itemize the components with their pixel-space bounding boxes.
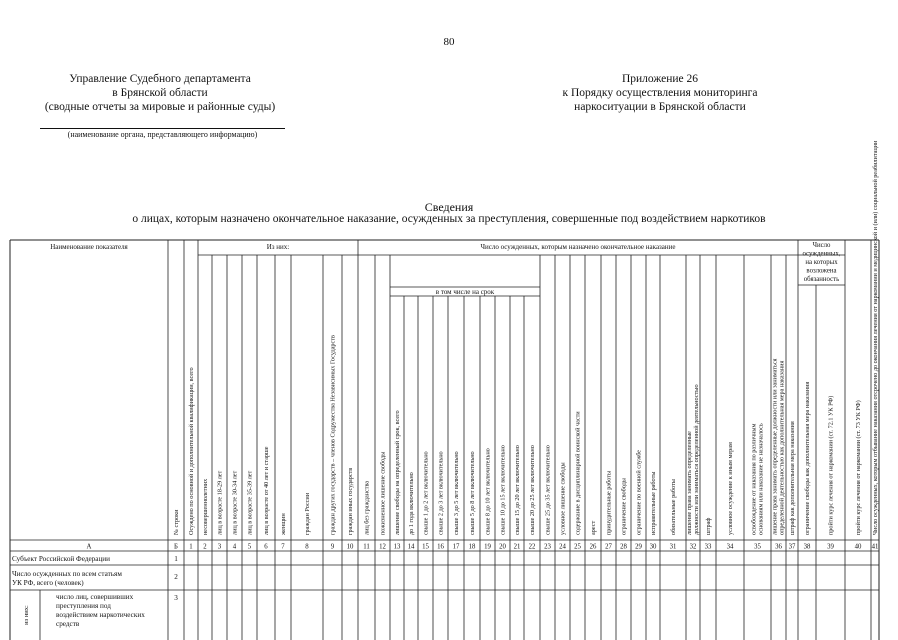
column-caption: ограничение свободы как дополнительная мера наказания [804,381,811,535]
column-caption: принудительные работы [605,470,613,535]
column-number: 11 [363,543,370,551]
column-number: 40 [854,543,862,551]
column-caption: свыше 1 до 2 лет включительно [422,451,430,535]
column-number: 33 [704,543,712,551]
column-number: 12 [379,543,386,551]
column-number: 41 [871,543,879,551]
row-number: 1 [174,555,178,563]
header-term: в том числе на срок [435,288,495,296]
column-caption: пройти курс лечения от наркомании (ст. 72.1 УК РФ) [827,395,835,535]
column-number: 7 [281,543,285,551]
column-caption: пройти курс лечения от наркомании (ст. 73 УК РФ) [855,400,862,535]
column-caption: лишение свободы на определенный срок, всего [394,410,401,535]
column-caption: до 1 года включительно [408,472,415,535]
column-number: 13 [393,543,401,551]
column-caption: женщин [280,513,287,535]
row-label: воздействием наркотических [56,611,145,619]
column-caption: лиц в возрасте 35-39 лет [246,470,254,535]
column-number: 31 [669,543,677,551]
column-number: 16 [437,543,444,551]
column-number: 15 [422,543,429,551]
column-number: 6 [264,543,268,551]
column-caption: граждан других государств – членов Содружества Независимых Государств [329,335,337,535]
column-caption: обязательные работы [670,479,677,535]
appendix-line-3: наркоситуации в Брянской области [574,101,746,113]
appendix-line-2: к Порядку осуществления мониторинга [562,87,758,99]
column-caption: свыше 3 до 5 лет включительно [453,451,460,535]
column-number: 37 [788,543,796,551]
appendix-line-1: Приложение 26 [621,73,699,85]
column-number: 17 [452,543,460,551]
row-number: 3 [174,594,178,602]
column-number: 24 [559,543,566,551]
column-number: 21 [513,543,521,551]
column-number: 20 [499,543,506,551]
column-caption: свыше 8 до 10 лет включительно [484,448,492,535]
column-caption: основаниям или наказание не назначалось [757,423,765,535]
column-caption: лишение права занимать определенные [686,431,693,535]
column-number: 18 [468,543,476,551]
column-caption: определенной деятельностью как дополнительная мера наказания [778,360,786,535]
org-line-2: в Брянской области [112,87,208,99]
column-caption: свыше 5 до 8 лет включительно [469,451,476,535]
column-number: 34 [726,543,734,551]
column-caption: условное лишение свободы [559,462,567,535]
column-number: 8 [305,543,309,551]
column-caption: штраф как дополнительная мера наказания [789,421,796,535]
row-label: число лиц, совершивших [56,593,134,601]
column-caption: лиц в возрасте 30-34 лет [231,470,239,535]
column-caption: лишение права занимать определенные должности или заниматься [771,358,779,535]
column-number: 26 [589,543,597,551]
report-title: Сведения [424,200,474,214]
header-treatment: обязанность [803,276,840,283]
column-caption: штраф [705,517,712,535]
column-caption: Осуждено по основной и дополнительной квалификации, всего [188,367,195,535]
row-label: преступления под [56,602,111,610]
report-subtitle: о лицах, которым назначено окончательное наказание, осужденных за преступления, совершенные под воздействием наркотиков [132,213,766,225]
column-number: 4 [232,543,237,551]
header-treatment: Число [812,242,831,249]
column-number: 36 [775,543,782,551]
column-caption: граждан России [304,492,311,535]
page-number: 80 [443,36,455,48]
column-number: Б [174,543,178,551]
header-treatment: на которых [805,259,838,266]
row-label: Субъект Российской Федерации [12,555,110,563]
row-number: 2 [174,573,178,581]
org-line-1: Управление Судебного департамента [69,73,251,85]
column-number: 14 [407,543,415,551]
header-sentenced: Число осужденных, которым назначено окончательное наказание [480,243,676,251]
column-caption: должности или заниматься определенной деятельностью [693,384,700,535]
column-number: 39 [827,543,834,551]
column-caption: № строки [173,509,180,535]
column-caption: лиц в возрасте 18-29 лет [216,470,224,535]
column-number: 2 [203,543,207,551]
column-caption: пожизненное лишение свободы [379,451,387,535]
column-number: 29 [635,543,642,551]
row-label: УК РФ, всего (человек) [12,579,84,587]
column-number: А [86,543,92,551]
column-caption: несовершеннолетних [202,478,209,535]
row-group-label: из них: [23,605,30,625]
column-number: 5 [247,543,252,551]
column-number: 1 [189,543,193,551]
column-number: 32 [689,543,697,551]
row-label: Число осужденных по всем статьям [12,570,122,578]
column-caption: исправительные работы [650,471,657,535]
row-label: средств [56,620,80,628]
column-number: 22 [528,543,536,551]
header-name: Наименование показателя [50,243,128,251]
column-caption: Число осужденных, которым отбывание наказания отсрочено до окончания лечения от наркомании и медицинской и (или) социальной реабилитации [872,140,879,535]
column-number: 23 [544,543,551,551]
column-number: 28 [620,543,627,551]
column-caption: граждан иных государств [347,467,354,535]
column-number: 35 [754,543,761,551]
column-number: 25 [574,543,581,551]
column-caption: освобождение от наказания по различным [750,423,758,535]
header-treatment: осужденных, [802,250,841,258]
column-caption: лиц без гражданства [363,480,371,535]
header-treatment: возложена [806,267,837,275]
column-caption: арест [590,520,597,535]
column-caption: свыше 25 до 35 лет включительно [544,445,552,535]
column-caption: лиц в возрасте от 40 лет и старше [263,446,270,535]
column-number: 3 [217,543,222,551]
column-caption: условное осуждение к иным мерам [727,442,734,535]
column-caption: свыше 15 до 20 лет включительно [514,445,521,535]
column-caption: свыше 20 до 25 лет включительно [529,445,536,535]
column-number: 19 [484,543,491,551]
org-caption: (наименование органа, представляющего информацию) [67,130,258,139]
column-number: 9 [330,543,335,551]
header-of-them: Из них: [266,243,290,251]
column-number: 27 [605,543,612,551]
column-caption: свыше 2 до 3 лет включительно [437,451,445,535]
column-caption: ограничение по военной службе [635,449,643,535]
org-line-3: (сводные отчеты за мировые и районные суды) [44,101,276,113]
column-number: 30 [649,543,657,551]
column-caption: ограничение свободы [620,478,628,535]
column-number: 38 [803,543,811,551]
column-caption: содержание в дисциплинарной воинской части [574,411,582,535]
column-number: 10 [346,543,354,551]
column-caption: свыше 10 до 15 лет включительно [499,445,507,535]
